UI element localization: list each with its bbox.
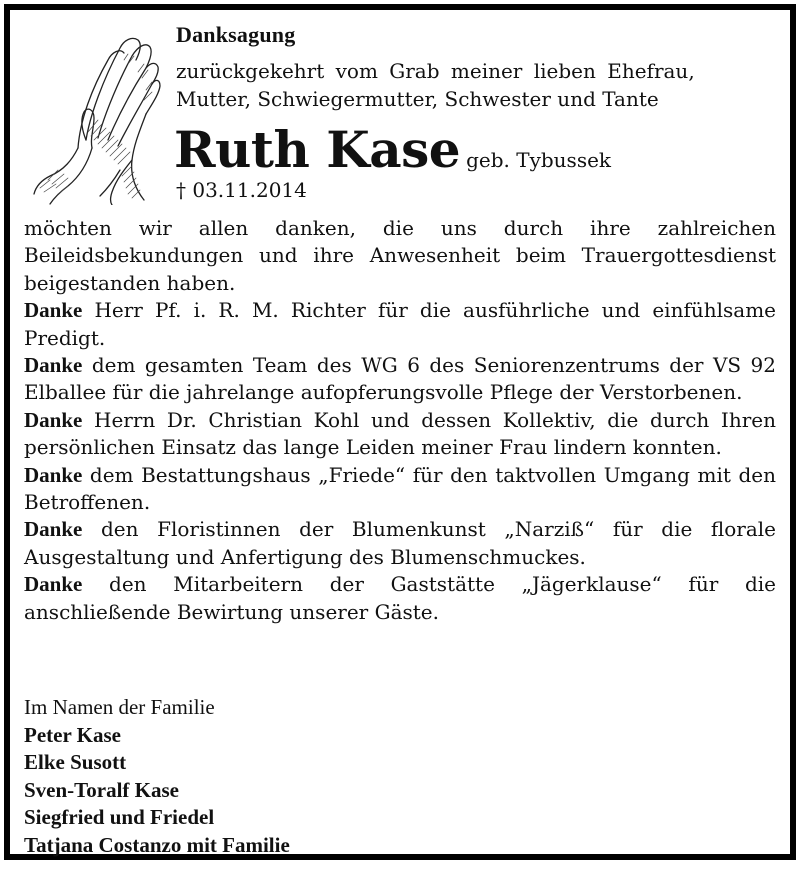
- thanks-text: den Floristinnen der Blumenkunst „Narziß“ für die florale Ausgestaltung und Anfertigung des Blumenschmuckes.: [24, 517, 776, 569]
- thanks-label: Danke: [24, 462, 83, 487]
- signature-name: Sven-Toralf Kase: [24, 777, 179, 802]
- thanks-label: Danke: [24, 572, 83, 597]
- thanks-paragraph: [24, 407, 776, 462]
- header-title: Danksagung: [176, 22, 296, 47]
- thanks-text: Herrn Dr. Christian Kohl und dessen Kollektiv, die durch Ihren persönlichen Einsatz das lange Leiden meiner Frau lindern konnten.: [24, 407, 776, 460]
- signature-name: Peter Kase: [24, 722, 121, 747]
- thanks-paragraph: [24, 297, 776, 352]
- signature-name: Siegfried und Friedel: [24, 805, 215, 829]
- thanks-label: Danke: [24, 517, 83, 542]
- birth-name: geb. Tybussek: [466, 148, 612, 172]
- thanks-label: Danke: [24, 407, 83, 432]
- thanks-text: den Mitarbeitern der Gaststätte „Jägerklause“ für die anschließende Bewirtung unserer Gäste.: [24, 572, 776, 624]
- thanks-paragraph: [24, 462, 776, 517]
- thanks-label: Danke: [24, 353, 83, 378]
- praying-hands-icon: [28, 20, 163, 205]
- obituary-frame: [4, 4, 796, 860]
- thanks-intro: möchten wir allen danken, die uns durch ihre zahlreichen Beileidsbekundungen und ihre Anwesenheit beim Trauergottesdienst beigestanden haben.: [24, 216, 776, 295]
- header-line-2: Mutter, Schwiegermutter, Schwester und Tante: [176, 87, 659, 111]
- thanks-label: Danke: [24, 298, 83, 323]
- thanks-text: dem gesamten Team des WG 6 des Seniorenzentrums der VS 92 Elballee für die jahrelange aufopferungsvolle Pflege der Verstorbenen.: [24, 353, 776, 405]
- signature-block: [24, 694, 290, 859]
- deceased-name-row: [174, 120, 611, 179]
- signature-name: Elke Susott: [24, 750, 127, 774]
- thanks-paragraph: [24, 352, 776, 407]
- thanks-paragraph: [24, 516, 776, 571]
- thanks-paragraph: [24, 571, 776, 626]
- thanks-text: Herr Pf. i. R. M. Richter für die ausführliche und einfühlsame Predigt.: [24, 298, 776, 350]
- signature-name: Tatjana Costanzo mit Familie: [24, 832, 290, 857]
- deceased-name: Ruth Kase: [174, 120, 461, 179]
- signature-intro: Im Namen der Familie: [24, 695, 215, 719]
- thanks-text: dem Bestattungshaus „Friede“ für den taktvollen Umgang mit den Betroffenen.: [24, 462, 776, 515]
- death-date: † 03.11.2014: [176, 178, 307, 202]
- thanks-body: [24, 215, 776, 626]
- header-line-1: zurückgekehrt vom Grab meiner lieben Ehefrau,: [176, 59, 695, 83]
